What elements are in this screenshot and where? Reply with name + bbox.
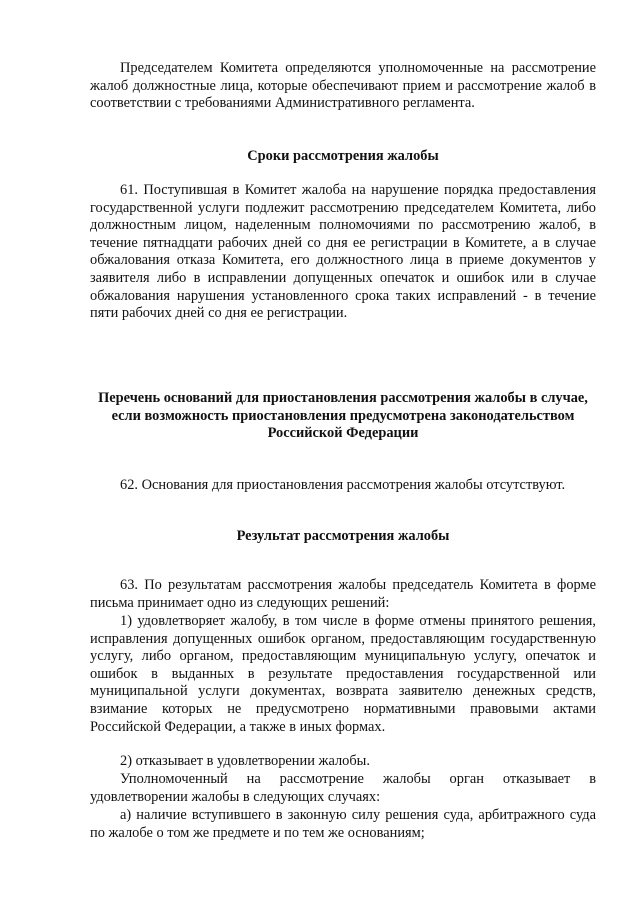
paragraph-62: 62. Основания для приостановления рассмотрения жалобы отсутствуют. bbox=[120, 477, 566, 493]
paragraph-61: 61. Поступившая в Комитет жалоба на нарушение порядка предоставления государственной услуги подлежит рассмотрению председателем Комитета, либо должностным лицом, наделенным полномочиями по рассмотрению жалоб, в течение пятнадцати рабочих дней со дня ее регистрации в Комитете, а в случае обжалования отказа Комитета, его должностного лица в приеме документов у заявителя либо в исправлении допущенных опечаток и ошибок или в случае обжалования нарушения установленного срока таких исправлений - в течение пяти рабочих дней со дня ее регистрации. bbox=[90, 182, 596, 322]
refusal-case-a: а) наличие вступившего в законную силу решения суда, арбитражного суда по жалобе о том же предмете и по тем же основаниям; bbox=[90, 807, 596, 841]
intro-paragraph: Председателем Комитета определяются уполномоченные на рассмотрение жалоб должностные лица, которые обеспечивают прием и рассмотрение жалоб в соответствии с требованиями Административного регламента. bbox=[90, 60, 596, 112]
section-heading-result: Результат рассмотрения жалобы bbox=[236, 528, 450, 544]
list-item-2: 2) отказывает в удовлетворении жалобы. bbox=[120, 753, 370, 769]
section-heading-terms: Сроки рассмотрения жалобы bbox=[247, 148, 439, 164]
section-heading-suspension: Перечень оснований для приостановления рассмотрения жалобы в случае, если возможность приостановления предусмотрена законодательством Российской Федерации bbox=[98, 390, 588, 442]
refusal-intro-paragraph: Уполномоченный на рассмотрение жалобы орган отказывает в удовлетворении жалобы в следующих случаях: bbox=[90, 771, 596, 805]
list-item-1: 1) удовлетворяет жалобу, в том числе в форме отмены принятого решения, исправления допущенных ошибок органом, предоставляющим государственную услугу, либо органом, предоставляющим муниципальную услугу, опечаток и ошибок в выданных в результате предоставления государственной или муниципальной услуги документах, возврата заявителю денежных средств, взимание которых не предусмотрено нормативными правовыми актами Российской Федерации, а также в иных формах. bbox=[90, 613, 596, 735]
paragraph-63: 63. По результатам рассмотрения жалобы председатель Комитета в форме письма принимает одно из следующих решений: bbox=[90, 577, 596, 611]
